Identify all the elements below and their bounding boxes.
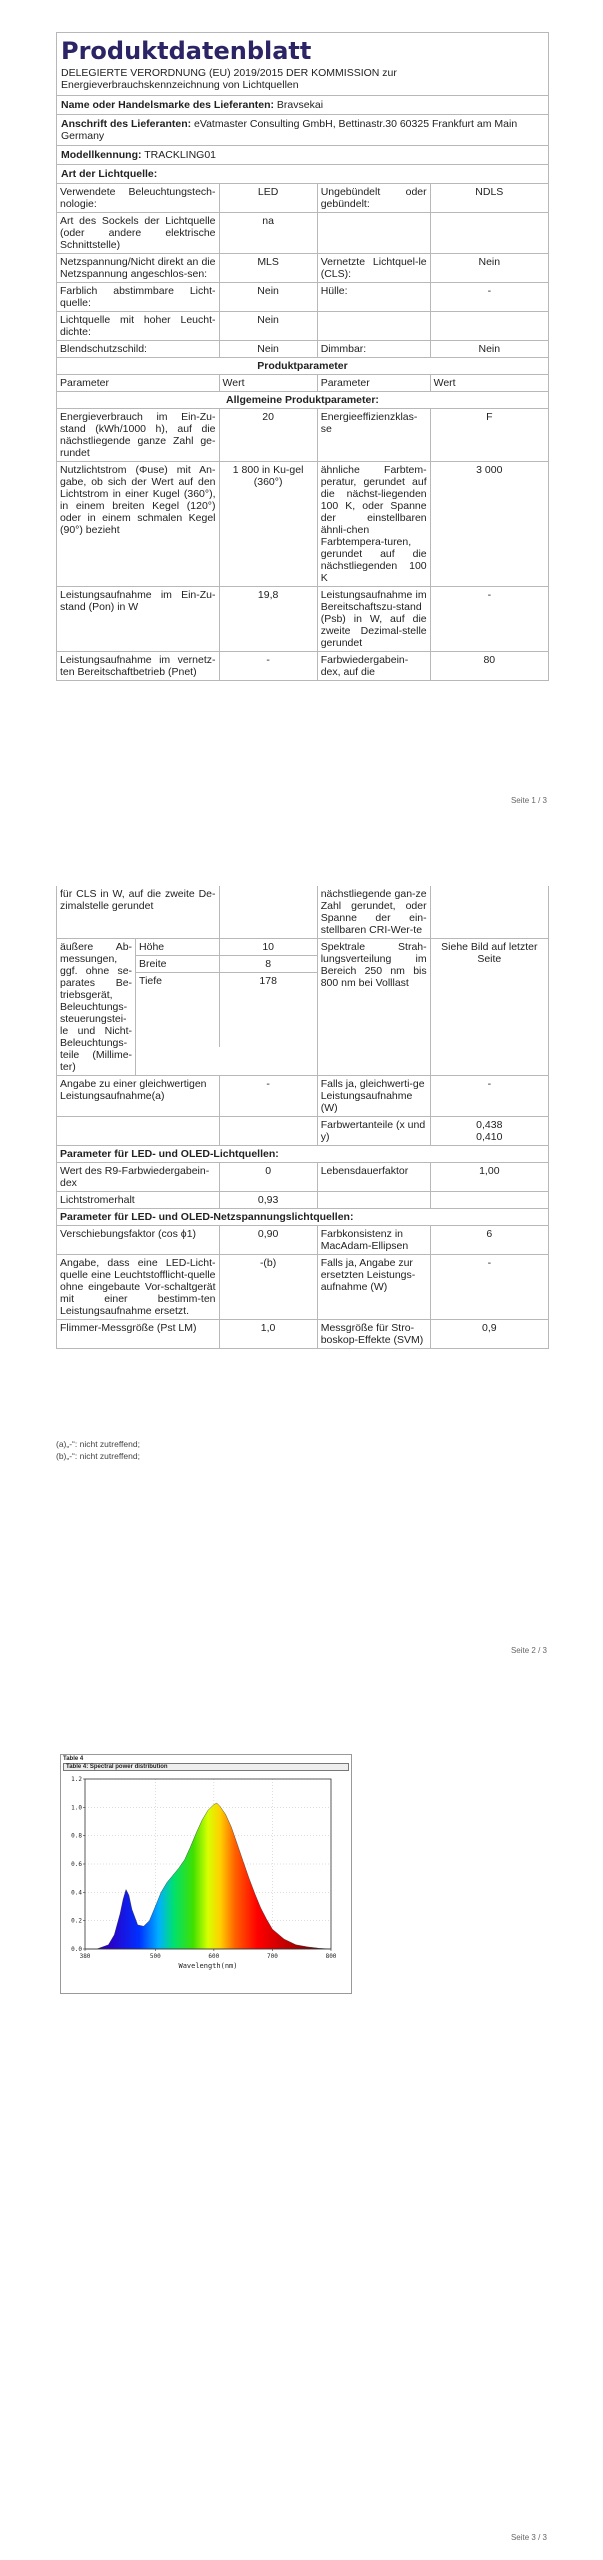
- dimension-value: 10: [219, 939, 317, 956]
- param-value: 6: [430, 1226, 548, 1255]
- param-label: Verschiebungsfaktor (cos ϕ1): [57, 1226, 219, 1255]
- param-label: Farbwiedergabein-dex, auf die: [317, 652, 430, 681]
- page-1: [0, 0, 603, 830]
- spectrum-area: [85, 1803, 331, 1949]
- param-label: Blendschutzschild:: [57, 341, 219, 358]
- table-row: [136, 973, 317, 1048]
- dimension-name: Breite: [136, 956, 219, 973]
- page-3: [0, 1740, 603, 2560]
- x-tick-label: 380: [79, 1953, 91, 1960]
- dimensions-row: [57, 939, 548, 1076]
- light-type-header: Art der Lichtquelle:: [57, 164, 548, 183]
- led-oled-header-row: [57, 1146, 548, 1163]
- param-label: Wert des R9-Farbwiedergabein-dex: [57, 1163, 219, 1192]
- param-value: NDLS: [430, 184, 548, 213]
- param-label: [317, 312, 430, 341]
- supplier-name-label: Name oder Handelsmarke des Lieferanten:: [61, 99, 274, 111]
- column-header: Parameter: [317, 375, 430, 392]
- table-row: [57, 886, 548, 939]
- table-row: [57, 652, 548, 681]
- param-label: Nutzlichtstrom (Φuse) mit An-gabe, ob sich der Wert auf den Lichtstrom in einer Kugel (360°), in einem breiten Kegel (120°) oder in einem schmalen Kegel (90°) bezieht: [57, 462, 219, 587]
- footnotes: [56, 1438, 140, 1462]
- page-number: Seite 2 / 3: [510, 1646, 547, 1655]
- param-value: -: [430, 1076, 548, 1117]
- param-value: [430, 1192, 548, 1209]
- param-value: -: [219, 652, 317, 681]
- param-label: Art des Sockels der Lichtquelle (oder andere elektrische Schnittstelle): [57, 213, 219, 254]
- table-row: [57, 283, 548, 312]
- param-value: Nein: [219, 283, 317, 312]
- param-value: [219, 886, 317, 939]
- param-value: 1,0: [219, 1320, 317, 1349]
- x-tick-label: 700: [267, 1953, 278, 1960]
- param-label: Lichtquelle mit hoher Leucht-dichte:: [57, 312, 219, 341]
- table-row: [136, 939, 317, 956]
- param-value: -: [430, 587, 548, 652]
- table-row: [57, 341, 548, 358]
- param-label: Messgröße für Stro-boskop-Effekte (SVM): [317, 1320, 430, 1349]
- param-value: Nein: [219, 312, 317, 341]
- param-value: -: [430, 283, 548, 312]
- table-row: [57, 1192, 548, 1209]
- param-value: 0: [219, 1163, 317, 1192]
- param-label: Energieverbrauch im Ein-Zu-stand (kWh/1000 h), auf die nächstliegende ganze Zahl ge-rundet: [57, 409, 219, 462]
- spectrum-series: [85, 1803, 331, 1949]
- param-label: Hülle:: [317, 283, 430, 312]
- param-label: Falls ja, Angabe zur ersetzten Leistungs-aufnahme (W): [317, 1255, 430, 1320]
- param-label: Lebensdauerfaktor: [317, 1163, 430, 1192]
- param-label: Falls ja, gleichwerti-ge Leistungsaufnahme (W): [317, 1076, 430, 1117]
- param-value: [219, 1117, 317, 1146]
- param-label: Verwendete Beleuchtungstech-nologie:: [57, 184, 219, 213]
- footnote: (b)„-“: nicht zutreffend;: [56, 1451, 140, 1461]
- column-header-row: [57, 375, 548, 392]
- param-value: -(b): [219, 1255, 317, 1320]
- param-value: 19,8: [219, 587, 317, 652]
- y-tick-label: 0.8: [71, 1832, 82, 1840]
- x-axis-label: Wavelength(nm): [178, 1962, 238, 1970]
- dimension-value: 8: [219, 956, 317, 973]
- param-value: [430, 312, 548, 341]
- param-value: [430, 886, 548, 939]
- param-value: 0,9: [430, 1320, 548, 1349]
- param-label: für CLS in W, auf die zweite De-zimalstelle gerundet: [60, 888, 216, 912]
- y-tick-label: 0.2: [71, 1917, 82, 1925]
- table-row: [57, 1320, 548, 1349]
- param-label: Angabe zu einer gleichwertigen Leistungsaufnahme(a): [57, 1076, 219, 1117]
- figure-caption: Table 4: Spectral power distribution: [63, 1763, 349, 1771]
- param-label: Angabe, dass eine LED-Licht-quelle eine Leuchtstofflicht-quelle ohne eingebaute Vor-schaltgerät mit einer bestimm-ten Leistungsaufnahme ersetzt.: [57, 1255, 219, 1320]
- param-value: 3 000: [430, 462, 548, 587]
- table-row: [57, 1076, 548, 1117]
- param-value: 20: [219, 409, 317, 462]
- param-value: -: [430, 1255, 548, 1320]
- param-value: Siehe Bild auf letzter Seite: [430, 939, 548, 1076]
- table-row: [57, 587, 548, 652]
- led-mains-header-row: [57, 1209, 548, 1226]
- param-value: 1,00: [430, 1163, 548, 1192]
- param-label: Lichtstromerhalt: [57, 1192, 219, 1209]
- param-label: [57, 1117, 219, 1146]
- table-row: [57, 409, 548, 462]
- param-label: Spektrale Strah-lungsverteilung im Bereich 250 nm bis 800 nm bei Volllast: [317, 939, 430, 1076]
- table-row: [57, 312, 548, 341]
- param-value: MLS: [219, 254, 317, 283]
- product-params-header-row: [57, 358, 548, 375]
- param-value: 0,90: [219, 1226, 317, 1255]
- param-label: Leistungsaufnahme im Ein-Zu-stand (Pon) in W: [57, 587, 219, 652]
- param-label: Dimmbar:: [317, 341, 430, 358]
- dimensions-table: [136, 939, 317, 1047]
- param-label: Energieeffizienzklas-se: [317, 409, 430, 462]
- param-label: Ungebündelt oder gebündelt:: [317, 184, 430, 213]
- led-oled-header: Parameter für LED- und OLED-Lichtquellen:: [57, 1146, 548, 1163]
- page-2: [0, 870, 603, 1670]
- supplier-address-row: [57, 114, 548, 145]
- param-value: -: [219, 1076, 317, 1117]
- datasheet-page-1: [56, 32, 549, 681]
- table-row: [57, 1226, 548, 1255]
- param-label: Farbwertanteile (x und y): [317, 1117, 430, 1146]
- param-label: nächstliegende gan-ze Zahl gerundet, oder Spanne der ein-stellbaren CRI-Wer-te: [317, 886, 430, 939]
- dimension-name: Tiefe: [136, 973, 219, 1048]
- param-value: Nein: [430, 254, 548, 283]
- column-header: Wert: [430, 375, 548, 392]
- page-number: Seite 1 / 3: [510, 796, 547, 805]
- table-row: [57, 184, 548, 213]
- spectrum-figure: [60, 1754, 352, 1994]
- y-tick-label: 0.6: [71, 1861, 82, 1868]
- dimensions-cell: [136, 939, 318, 1076]
- param-value: 0,93: [219, 1192, 317, 1209]
- y-tick-label: 0.0: [71, 1946, 82, 1953]
- supplier-name-row: [57, 95, 548, 114]
- x-tick-label: 600: [208, 1953, 220, 1960]
- param-value: [430, 213, 548, 254]
- x-tick-label: 800: [325, 1953, 337, 1960]
- supplier-name: Bravsekai: [276, 99, 324, 111]
- param-label: Vernetzte Lichtquel-le (CLS):: [317, 254, 430, 283]
- param-value: na: [219, 213, 317, 254]
- param-label: Leistungsaufnahme im vernetz-ten Bereitschaftbetrieb (Pnet): [57, 652, 219, 681]
- figure-tag: Table 4: [63, 1756, 84, 1762]
- column-header: Parameter: [57, 375, 219, 392]
- model-row: [57, 145, 548, 164]
- y-tick-label: 0.4: [71, 1889, 82, 1897]
- supplier-address-label: Anschrift des Lieferanten:: [61, 118, 192, 130]
- page-title: Produktdatenblatt: [61, 37, 312, 65]
- regulation-subtitle: DELEGIERTE VERORDNUNG (EU) 2019/2015 DER KOMMISSION zur Energieverbrauchskennzeichnung von Lichtquellen: [61, 67, 397, 91]
- param-value: Nein: [219, 341, 317, 358]
- continued-table: [57, 886, 548, 1348]
- table-row: [57, 213, 548, 254]
- table-row: [136, 956, 317, 973]
- dimension-value: 178: [219, 973, 317, 1048]
- page-number: Seite 3 / 3: [510, 2533, 547, 2542]
- general-params-header-row: [57, 392, 548, 409]
- led-mains-header: Parameter für LED- und OLED-Netzspannungslichtquellen:: [57, 1209, 548, 1226]
- param-label: Farbkonsistenz in MacAdam-Ellipsen: [317, 1226, 430, 1255]
- param-value: 0,438 0,410: [430, 1117, 548, 1146]
- param-value: 1 800 in Ku-gel (360°): [219, 462, 317, 587]
- y-tick-label: 1.2: [71, 1776, 82, 1783]
- general-params-header: Allgemeine Produktparameter:: [57, 392, 548, 409]
- param-label: [317, 213, 430, 254]
- param-value: F: [430, 409, 548, 462]
- light-type-table: [57, 183, 548, 680]
- param-label: [317, 1192, 430, 1209]
- param-value: LED: [219, 184, 317, 213]
- supplier-address: eVatmaster Consulting GmbH, Bettinastr.30 60325 Frankfurt am Main Germany: [61, 118, 518, 142]
- param-value: Nein: [430, 341, 548, 358]
- datasheet-page-2: [56, 886, 549, 1349]
- column-header: Wert: [219, 375, 317, 392]
- spectrum-chart: [61, 1771, 347, 1983]
- dimension-name: Höhe: [136, 939, 219, 956]
- model-id: TRACKLING01: [144, 149, 217, 161]
- x-tick-label: 500: [149, 1953, 161, 1960]
- param-label: Flimmer-Messgröße (Pst LM): [57, 1320, 219, 1349]
- param-label: Leistungsaufnahme im Bereitschaftszu-stand (Psb) in W, auf die zweite Dezimal-stelle gerundet: [317, 587, 430, 652]
- model-label: Modellkennung:: [61, 149, 142, 161]
- table-row: [57, 462, 548, 587]
- table-row: [57, 1255, 548, 1320]
- param-value: 80: [430, 652, 548, 681]
- param-label: Farblich abstimmbare Licht-quelle:: [57, 283, 219, 312]
- dimensions-label: äußere Ab-messungen, ggf. ohne se-parates Be-triebsgerät, Beleuchtungs-steuerungstei-le und Nicht-Beleuchtungs-teile (Millime-ter): [57, 939, 136, 1076]
- table-row: [57, 1117, 548, 1146]
- product-params-header: Produktparameter: [57, 358, 548, 375]
- table-row: [57, 1163, 548, 1192]
- table-row: [57, 254, 548, 283]
- y-tick-label: 1.0: [71, 1804, 82, 1812]
- param-label: ähnliche Farbtem-peratur, gerundet auf die nächst-liegenden 100 K, oder Spanne der einstellbaren ähnli-chen Farbtempera-turen, gerundet auf die nächstliegenden 100 K: [317, 462, 430, 587]
- param-label: Netzspannung/Nicht direkt an die Netzspannung angeschlos-sen:: [57, 254, 219, 283]
- footnote: (a)„-“: nicht zutreffend;: [56, 1439, 140, 1449]
